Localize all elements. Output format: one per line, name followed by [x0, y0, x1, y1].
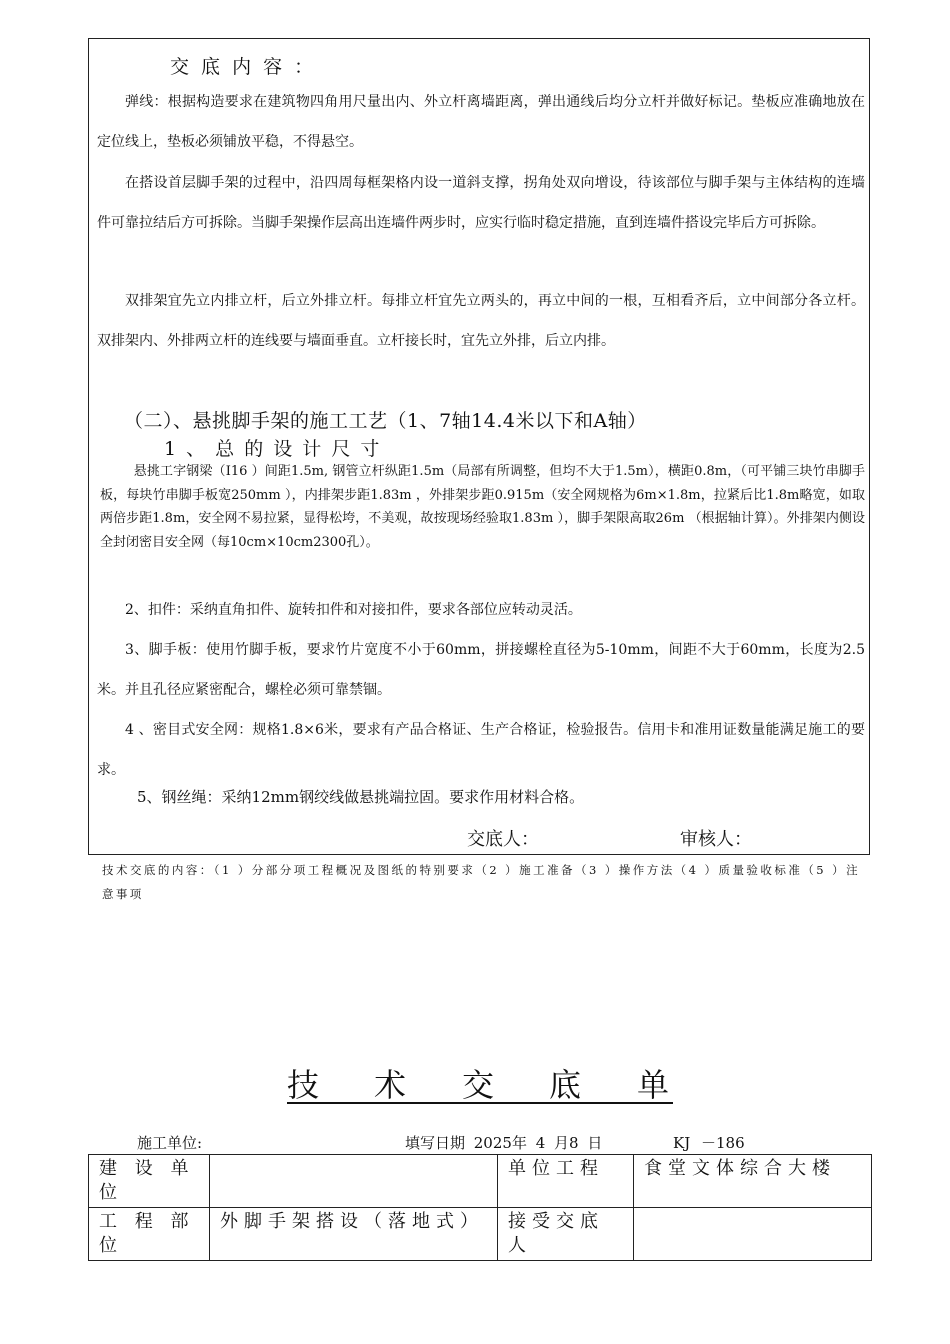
receiver-label: 接受交底人 [498, 1208, 634, 1261]
content-header: 交 底 内 容 ： [170, 56, 317, 78]
paragraph-design-size: 悬挑工字钢梁（I16 ）间距1.5m, 钢管立杆纵距1.5m（局部有所调整，但均不大于1.5m），横距0.8m，（可平铺三块竹串脚手板，每块竹串脚手板宽250mm ），内排架步距1.83m ，外排架步距0.915m（安全网规格为6m×1.8m，拉紧后比1.8m略宽，如取两倍步距1.8m，安全网不易拉紧，显得松垮，不美观，故按现场经验取1.83m ），脚手架限高取26m （根据轴计算）。外排架内侧设全封闭密目安全网（每10cm×10cm2300孔）。 [100, 464, 865, 550]
section-title-cantilever: （二）、悬挑脚手架的施工工艺（1、7轴14.4米以下和A轴） [124, 410, 647, 432]
paragraph-double-row-poles: 双排架宜先立内排立杆，后立外排立杆。每排立杆宜先立两头的，再立中间的一根，互相看齐后，立中间部分各立杆。双排架内、外排两立杆的连线要与墙面垂直。立杆接长时，宜先立外排，后立内排。 [97, 293, 865, 349]
paragraph-snapping-line: 弹线：根据构造要求在建筑物四角用尺量出内、外立杆离墙距离，弹出通线后均分立杆并做好标记。垫板应准确地放在定位线上，垫板必须铺放平稳，不得悬空。 [97, 94, 865, 150]
project-info-table [88, 1154, 872, 1261]
document-code: KJ －186 [673, 1134, 745, 1152]
fill-date: 填写日期 2025年 4 月8 日 [405, 1134, 603, 1152]
section-subtitle-design-size: 1 、 总 的 设 计 尺 寸 [164, 438, 382, 460]
project-part-label: 工 程 部位 [89, 1208, 210, 1261]
item-safety-net: 4 、密目式安全网：规格1.8×6米，要求有产品合格证、生产合格证，检验报告。信用卡和准用证数量能满足施工的要求。 [97, 722, 865, 778]
reviewer-signature-label: 审核人： [680, 829, 752, 850]
form-title [287, 1060, 673, 1104]
title-char: 技 [287, 1066, 320, 1104]
paragraph-first-floor-bracing: 在搭设首层脚手架的过程中，沿四周每框架格内设一道斜支撑，拐角处双向增设，待该部位与脚手架与主体结构的连墙件可靠拉结后方可拆除。当脚手架操作层高出连墙件两步时，应实行临时稳定措施，直到连墙件搭设完毕后方可拆除。 [97, 175, 865, 231]
unit-project-label: 单位工程 [498, 1155, 634, 1208]
item-wire-rope: 5、钢丝绳：采纳12mm钢绞线做悬挑端拉固。要求作用材料合格。 [137, 788, 585, 806]
unit-project-value: 食堂文体综合大楼 [634, 1155, 872, 1208]
discloser-signature-label: 交底人： [467, 829, 539, 850]
item-fasteners: 2、扣件：采纳直角扣件、旋转扣件和对接扣件，要求各部位应转动灵活。 [125, 602, 582, 618]
title-char: 单 [637, 1066, 670, 1104]
title-char: 交 [462, 1066, 495, 1104]
item-scaffold-board: 3、脚手板：使用竹脚手板，要求竹片宽度不小于60mm，拼接螺栓直径为5-10mm，间距不大于60mm，长度为2.5米。并且孔径应紧密配合，螺栓必须可靠禁锢。 [97, 642, 865, 698]
build-unit-value [210, 1155, 498, 1208]
title-char: 术 [374, 1066, 407, 1104]
receiver-value [634, 1208, 872, 1261]
footnote: 技术交底的内容：（1 ）分部分项工程概况及图纸的特别要求（2 ）施工准备（3 ）操作方法（4 ）质量验收标准（5 ）注意事项 [102, 863, 860, 901]
build-unit-label: 建 设 单位 [89, 1155, 210, 1208]
project-part-value: 外脚手架搭设（落地式） [210, 1208, 498, 1261]
construction-unit-label: 施工单位: [137, 1134, 203, 1152]
title-char: 底 [549, 1066, 582, 1104]
